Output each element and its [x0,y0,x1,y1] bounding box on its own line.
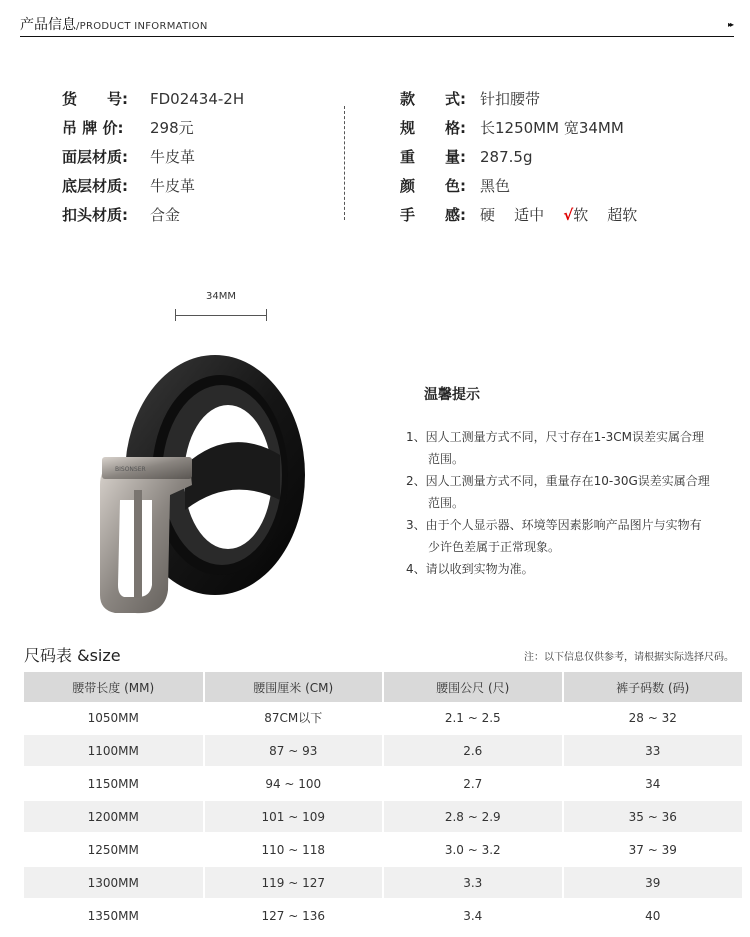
tip-item: 4、请以收到实物为准。 [406,562,534,576]
spec-label: 吊 牌 价: [62,119,124,137]
spec-value: 287.5g [480,148,533,166]
table-cell: 110 ~ 118 [204,833,384,866]
spec-row-buckle-material [62,205,180,225]
section-title-zh: 产品信息 [20,17,76,33]
spec-value: 牛皮革 [150,148,196,166]
table-cell: 28 ~ 32 [563,702,743,734]
section-header [20,14,734,37]
table-row [24,866,742,899]
column-header: 腰围公尺 (尺) [383,672,563,702]
column-header: 腰围厘米 (CM) [204,672,384,702]
table-cell: 127 ~ 136 [204,899,384,932]
table-row [24,734,742,767]
size-chart-note: 注：以下信息仅供参考，请根据实际选择尺码。 [524,652,734,663]
table-cell: 40 [563,899,743,932]
table-cell: 94 ~ 100 [204,767,384,800]
table-cell: 1200MM [24,800,204,833]
spec-value: 针扣腰带 [480,90,541,108]
size-chart-table [24,672,742,933]
table-cell: 1100MM [24,734,204,767]
spec-label: 款 式: [400,90,466,108]
product-image [90,285,320,625]
column-header: 裤子码数 (码) [563,672,743,702]
spec-value: 298元 [150,119,194,137]
size-chart-header [24,643,734,667]
table-cell: 2.8 ~ 2.9 [383,800,563,833]
spec-row-size [400,118,624,138]
tip-item: 1、因人工测量方式不同，尺寸存在1-3CM误差实属合理范围。 [406,430,704,466]
tip-item: 2、因人工测量方式不同，重量存在10-30G误差实属合理范围。 [406,474,710,510]
spec-label: 面层材质: [62,148,128,166]
table-cell: 1300MM [24,866,204,899]
table-header-row [24,672,742,702]
feel-option-medium: 适中 [514,206,545,224]
spec-value: 黑色 [480,177,511,195]
table-row [24,800,742,833]
table-cell: 2.6 [383,734,563,767]
table-cell: 3.3 [383,866,563,899]
table-cell: 35 ~ 36 [563,800,743,833]
table-cell: 119 ~ 127 [204,866,384,899]
spec-label: 手 感: [400,206,466,224]
spec-label: 底层材质: [62,177,128,195]
table-cell: 37 ~ 39 [563,833,743,866]
table-cell: 3.0 ~ 3.2 [383,833,563,866]
tips-title: 温馨提示 [424,387,480,403]
tips-list [400,426,710,580]
table-cell: 87CM以下 [204,702,384,734]
feel-option-hard: 硬 [480,206,496,224]
feel-option-soft: 软 [573,206,589,224]
table-cell: 39 [563,866,743,899]
table-cell: 1250MM [24,833,204,866]
belt-illustration [90,285,320,625]
spec-row-surface-material [62,147,195,167]
table-cell: 1150MM [24,767,204,800]
table-cell: 87 ~ 93 [204,734,384,767]
table-row [24,702,742,734]
width-dimension-label: 34MM [206,291,236,302]
spec-label: 颜 色: [400,177,466,195]
spec-value: 合金 [150,206,181,224]
table-cell: 2.1 ~ 2.5 [383,702,563,734]
double-arrow-icon: ▸▸ [727,20,732,29]
table-cell: 2.7 [383,767,563,800]
specs-divider [344,106,345,220]
table-cell: 1050MM [24,702,204,734]
table-cell: 1350MM [24,899,204,932]
spec-value: 长1250MM 宽34MM [480,119,624,137]
table-row [24,767,742,800]
table-cell: 33 [563,734,743,767]
feel-option-super-soft: 超软 [607,206,638,224]
spec-label: 扣头材质: [62,206,128,224]
size-chart-title: 尺码表 &size [24,646,121,665]
spec-row-feel [400,205,637,225]
table-row [24,833,742,866]
table-cell: 34 [563,767,743,800]
tip-item: 3、由于个人显示器、环境等因素影响产品图片与实物有少许色差属于正常现象。 [406,518,702,554]
section-title-en: /PRODUCT INFORMATION [76,21,208,32]
spec-value: FD02434-2H [150,90,245,108]
spec-label: 规 格: [400,119,466,137]
spec-row-tag-price [62,118,194,138]
check-mark-icon: √ [563,206,574,224]
spec-value: 牛皮革 [150,177,196,195]
spec-row-color [400,176,510,196]
table-cell: 3.4 [383,899,563,932]
buckle-engraving: BISONSER [115,466,146,473]
spec-row-base-material [62,176,195,196]
feel-options [480,205,637,225]
column-header: 腰带长度 (MM) [24,672,204,702]
spec-label: 货 号: [62,90,128,108]
table-cell: 101 ~ 109 [204,800,384,833]
spec-row-style [400,89,540,109]
tips-box [400,384,710,580]
spec-label: 重 量: [400,148,466,166]
spec-row-weight [400,147,532,167]
spec-row-item-number [62,89,244,109]
table-row [24,899,742,932]
